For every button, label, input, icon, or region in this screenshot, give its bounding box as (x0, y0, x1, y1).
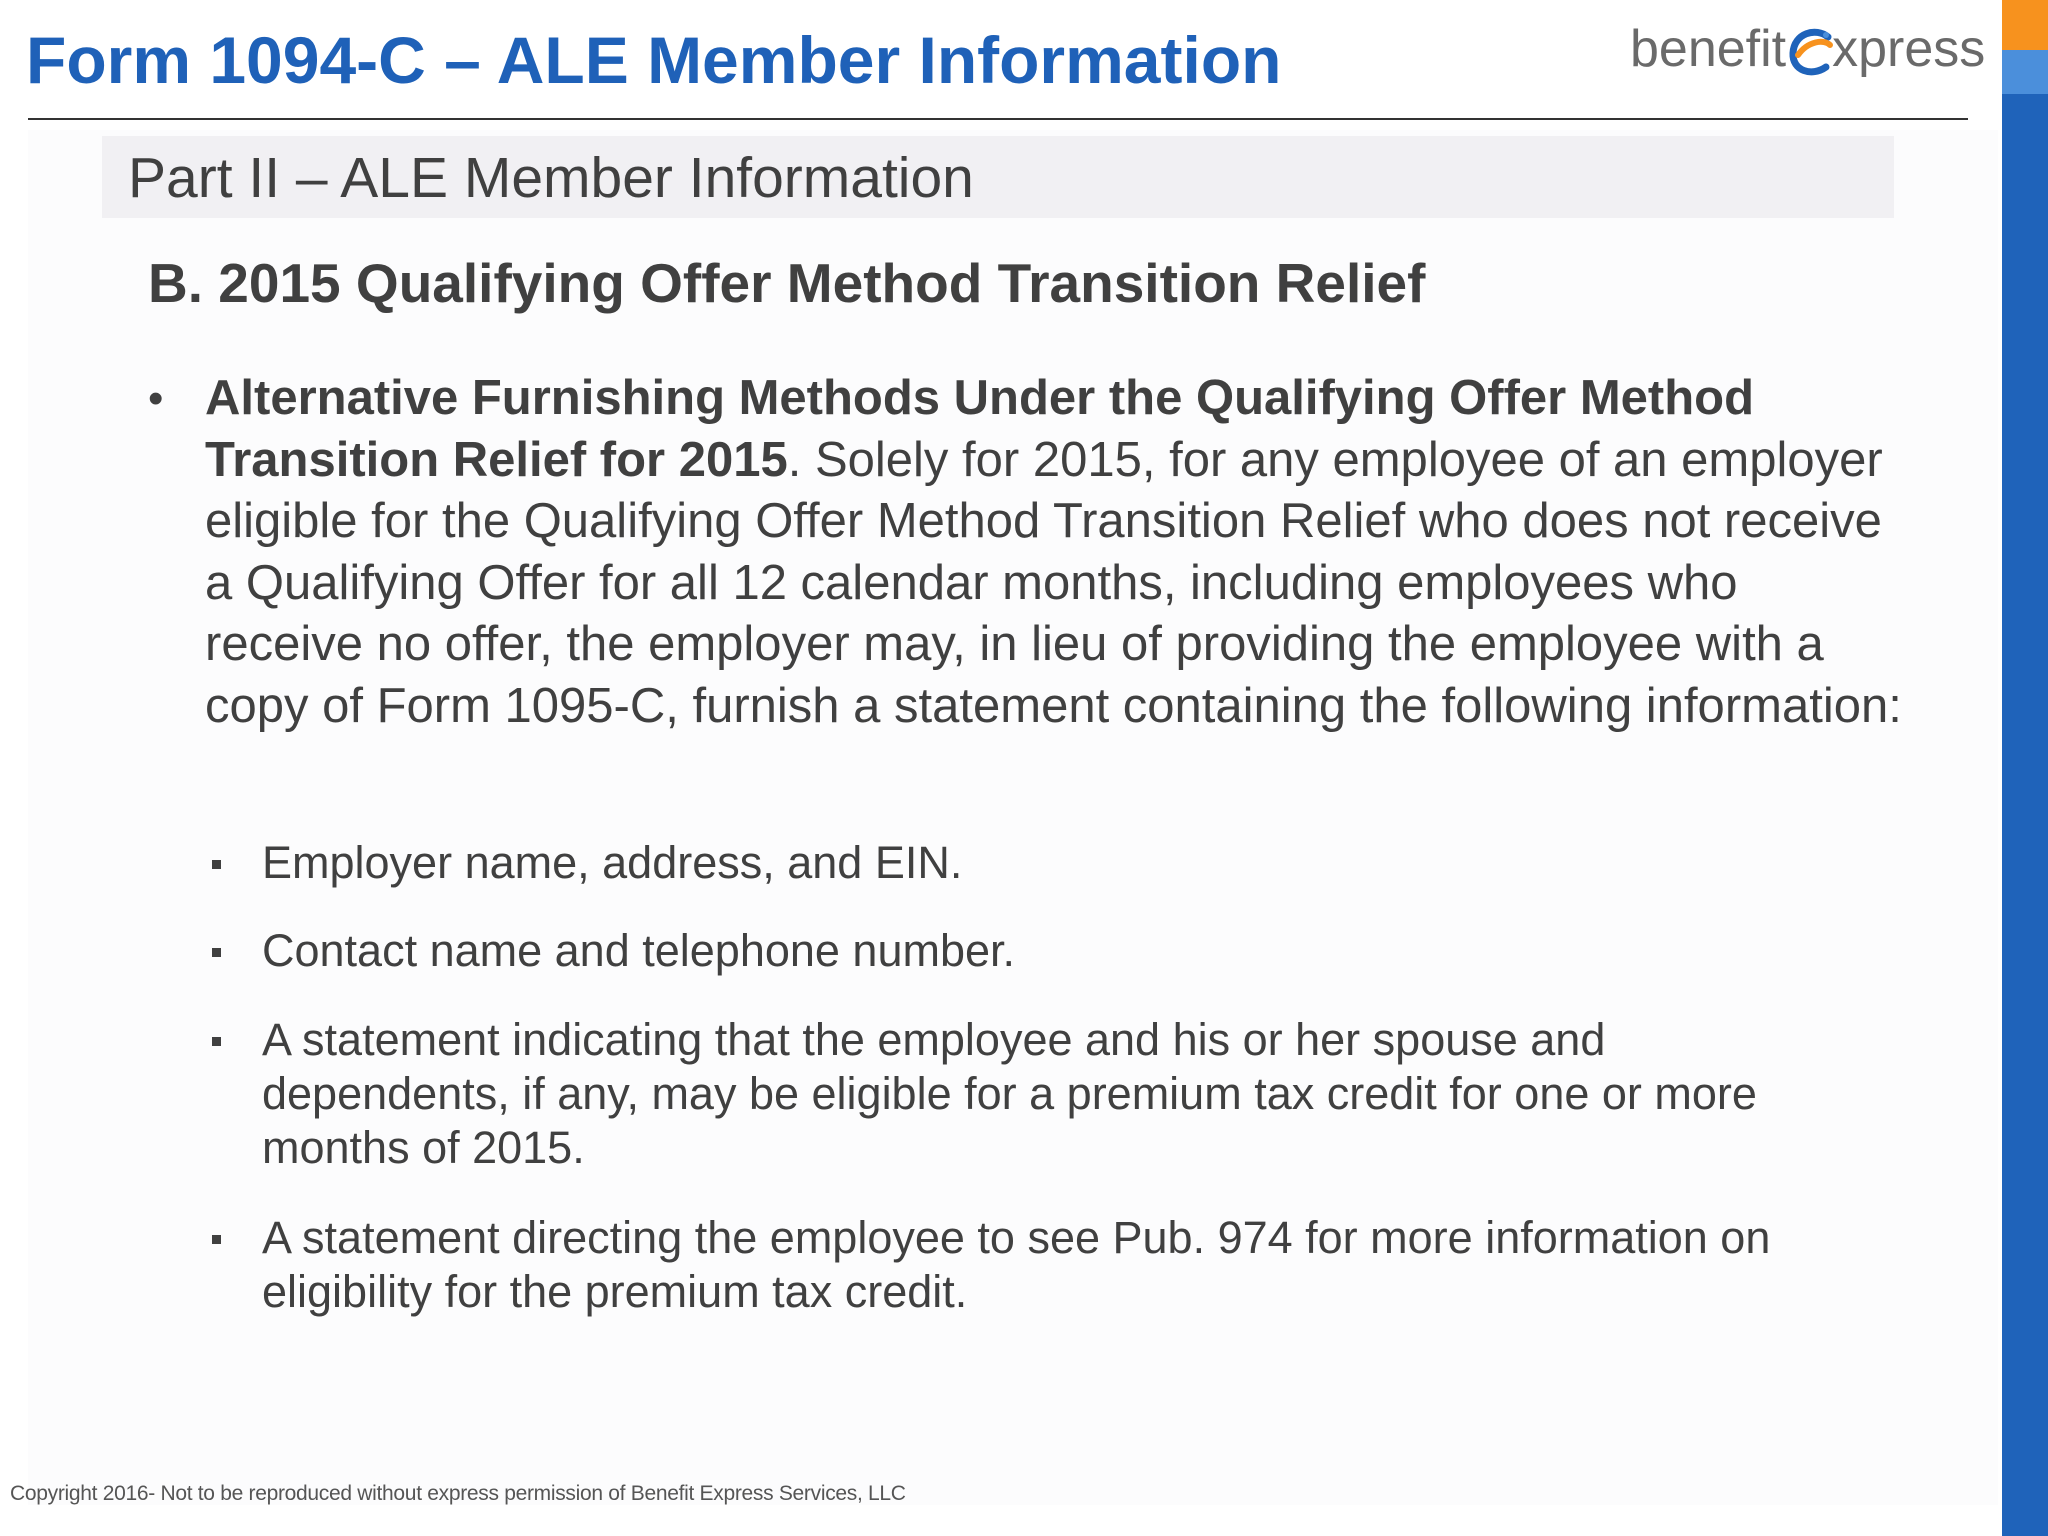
main-bullet-text (205, 368, 1905, 737)
main-bullet-body: . Solely for 2015, for any employee of an employer eligible for the Qualifying Offer Method Transition Relief who does not receive a Qualifying Offer for all 12 calendar months, including employees who receive no offer, the employer may, in lieu of providing the employee with a copy of Form 1095-C, furnish a statement containing the following information: (205, 432, 1902, 733)
page-title: Form 1094-C – ALE Member Information (26, 23, 1282, 97)
logo-text-right: xpress (1832, 20, 1986, 78)
main-bullet-bold: Alternative Furnishing Methods Under the Qualifying Offer Method Transition Relief for 2015 (205, 371, 1755, 487)
copyright-footer: Copyright 2016- Not to be reproduced without express permission of Benefit Express Services, LLC (10, 1482, 906, 1505)
accent-orange-block (2002, 0, 2048, 50)
benefit-express-logo (1630, 14, 1985, 84)
sub-item-text: Employer name, address, and EIN. (262, 837, 963, 888)
sub-item-text: A statement indicating that the employee and his or her spouse and dependents, if any, may be eligible for a premium tax credit for one or more months of 2015. (262, 1014, 1757, 1173)
square-bullet-icon (212, 1037, 221, 1046)
subheading: B. 2015 Qualifying Offer Method Transition Relief (148, 252, 1426, 314)
e-swoosh-logo-icon (1788, 27, 1834, 79)
bullet-dot-icon: • (148, 374, 164, 423)
right-accent-bar (2002, 0, 2048, 1536)
sub-item-text: Contact name and telephone number. (262, 925, 1016, 976)
title-divider (28, 118, 1968, 120)
logo-text-left: benefit (1630, 20, 1787, 78)
square-bullet-icon (212, 860, 221, 869)
accent-light-blue-block (2002, 50, 2048, 94)
square-bullet-icon (212, 948, 221, 957)
accent-bar-top (2002, 0, 2048, 94)
section-title: Part II – ALE Member Information (128, 146, 974, 210)
sub-item-text: A statement directing the employee to see Pub. 974 for more information on eligibility for the premium tax credit. (262, 1212, 1771, 1317)
square-bullet-icon (212, 1235, 221, 1244)
